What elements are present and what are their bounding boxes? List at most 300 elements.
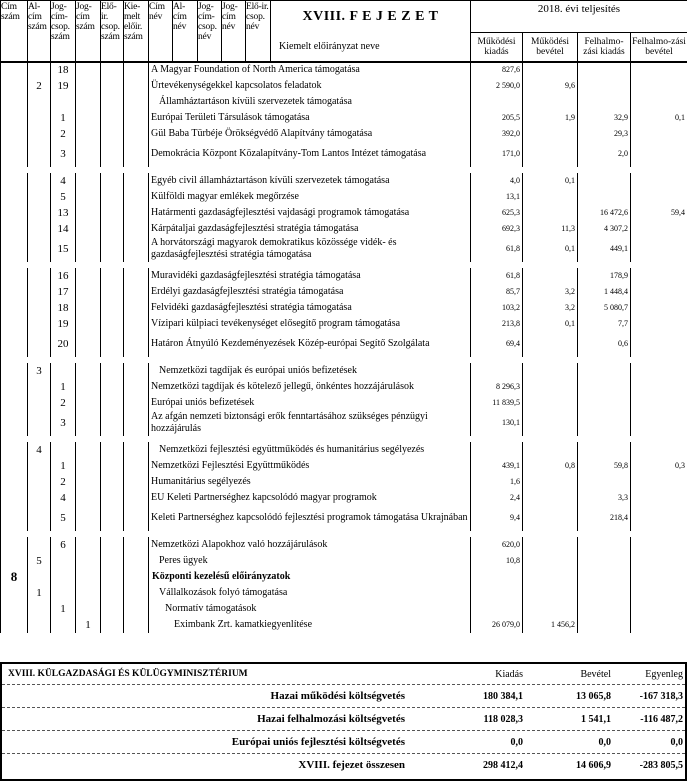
kiemelt-szam (124, 537, 149, 553)
summary-bevetel: 0,0 (598, 736, 611, 748)
cim-szam (1, 617, 28, 633)
felhalmozasi-kiadas (578, 189, 631, 205)
felhalmozasi-bevetel (631, 442, 687, 458)
mukodesi-bevetel: 0,1 (523, 316, 578, 332)
alcim-szam (28, 284, 51, 300)
eloircsop-szam (101, 601, 124, 617)
summary-kiadas: 180 384,1 (483, 690, 523, 702)
mukodesi-kiadas (471, 363, 523, 379)
ministry-title: XVIII. KÜLGAZDASÁGI ÉS KÜLÜGYMINISZTÉRIUM (8, 669, 248, 679)
jogcimcsop-szam: 5 (51, 189, 76, 205)
appropriation-name: Erdélyi gazdaságfejlesztési stratégia támogatása (149, 284, 471, 300)
felhalmozasi-kiadas: 0,6 (578, 332, 631, 357)
cim-szam (1, 268, 28, 284)
col-bevetel: Bevétel (580, 668, 611, 680)
col-alcim-szam: Al-cím szám (28, 1, 51, 62)
jogcimcsop-szam: 18 (51, 62, 76, 78)
summary-line (2, 754, 685, 776)
felhalmozasi-kiadas (578, 94, 631, 110)
table-row (1, 569, 687, 585)
felhalmozasi-kiadas (578, 474, 631, 490)
cim-szam (1, 189, 28, 205)
cim-szam (1, 490, 28, 506)
appropriation-name: Kárpátaljai gazdaságfejlesztési stratégia támogatása (149, 221, 471, 237)
kiemelt-szam (124, 601, 149, 617)
mukodesi-kiadas: 392,0 (471, 126, 523, 142)
summary-label: Hazai működési költségvetés (270, 690, 405, 702)
felhalmozasi-kiadas: 449,1 (578, 237, 631, 262)
jogcimcsop-szam (51, 94, 76, 110)
alcim-szam (28, 601, 51, 617)
felhalmozasi-kiadas: 4 307,2 (578, 221, 631, 237)
mukodesi-bevetel: 0,8 (523, 458, 578, 474)
felhalmozasi-kiadas (578, 173, 631, 189)
kiemelt-szam (124, 237, 149, 262)
table-header (1, 1, 687, 62)
eloircsop-szam (101, 474, 124, 490)
kiemelt-szam (124, 332, 149, 357)
alcim-szam: 3 (28, 363, 51, 379)
eloircsop-szam (101, 569, 124, 585)
kiemelt-szam (124, 617, 149, 633)
alcim-szam (28, 300, 51, 316)
mukodesi-bevetel: 0,1 (523, 237, 578, 262)
jogcimcsop-szam (51, 569, 76, 585)
jogcimcsop-szam: 1 (51, 601, 76, 617)
summary-bevetel: 1 541,1 (581, 713, 611, 725)
felhalmozasi-bevetel (631, 316, 687, 332)
jogcim-szam (76, 62, 101, 78)
cim-szam (1, 94, 28, 110)
appropriation-name: Külföldi magyar emlékek megőrzése (149, 189, 471, 205)
felhalmozasi-kiadas (578, 62, 631, 78)
cim-szam (1, 442, 28, 458)
col-eloircsop-nev: Elő-ir. csop. név (246, 1, 271, 62)
appropriation-name: Vízipari külpiaci tevékenységet elősegítő program támogatása (149, 316, 471, 332)
mukodesi-bevetel (523, 442, 578, 458)
summary-bevetel: 14 606,9 (576, 759, 611, 771)
jogcimcsop-szam: 13 (51, 205, 76, 221)
summary-line (2, 708, 685, 731)
alcim-szam (28, 173, 51, 189)
kiemelt-szam (124, 300, 149, 316)
table-row (1, 379, 687, 395)
mukodesi-kiadas: 620,0 (471, 537, 523, 553)
eloircsop-szam (101, 379, 124, 395)
eloircsop-szam (101, 237, 124, 262)
mukodesi-kiadas (471, 442, 523, 458)
mukodesi-kiadas: 69,4 (471, 332, 523, 357)
jogcim-szam (76, 284, 101, 300)
alcim-szam (28, 332, 51, 357)
alcim-szam (28, 221, 51, 237)
eloircsop-szam (101, 363, 124, 379)
jogcimcsop-szam: 20 (51, 332, 76, 357)
jogcim-szam (76, 363, 101, 379)
mukodesi-bevetel (523, 490, 578, 506)
jogcim-szam (76, 442, 101, 458)
mukodesi-bevetel: 11,3 (523, 221, 578, 237)
felhalmozasi-kiadas (578, 78, 631, 94)
year-title: 2018. évi teljesítés (471, 1, 687, 33)
felhalmozasi-kiadas: 218,4 (578, 506, 631, 531)
felhalmozasi-kiadas (578, 585, 631, 601)
kiemelt-szam (124, 205, 149, 221)
felhalmozasi-kiadas: 32,9 (578, 110, 631, 126)
felhalmozasi-bevetel (631, 411, 687, 436)
jogcim-szam: 1 (76, 617, 101, 633)
mukodesi-kiadas: 26 079,0 (471, 617, 523, 633)
jogcimcsop-szam (51, 363, 76, 379)
appropriation-name: Demokrácia Központ Közalapítvány-Tom Lantos Intézet támogatása (149, 142, 471, 167)
alcim-szam (28, 268, 51, 284)
felhalmozasi-bevetel (631, 363, 687, 379)
kiemelt-szam (124, 553, 149, 569)
jogcim-szam (76, 142, 101, 167)
cim-szam (1, 395, 28, 411)
col-kiemelt-szam: Kie-melt előir. szám (124, 1, 149, 62)
mukodesi-bevetel (523, 126, 578, 142)
appropriation-name: Humanitárius segélyezés (149, 474, 471, 490)
appropriation-name: Az afgán nemzeti biztonsági erők fenntartásához szükséges pénzügyi hozzájárulás (149, 411, 471, 436)
appropriation-name: Egyéb civil államháztartáson kívüli szervezetek támogatása (149, 173, 471, 189)
eloircsop-szam (101, 94, 124, 110)
summary-line (2, 731, 685, 754)
felhalmozasi-bevetel (631, 189, 687, 205)
felhalmozasi-kiadas (578, 363, 631, 379)
jogcimcsop-szam (51, 617, 76, 633)
cim-szam (1, 78, 28, 94)
summary-label: XVIII. fejezet összesen (298, 759, 405, 771)
cim-szam (1, 316, 28, 332)
mukodesi-bevetel: 9,6 (523, 78, 578, 94)
alcim-szam (28, 490, 51, 506)
mukodesi-kiadas: 9,4 (471, 506, 523, 531)
cim-szam (1, 142, 28, 167)
jogcim-szam (76, 237, 101, 262)
felhalmozasi-bevetel (631, 268, 687, 284)
mukodesi-kiadas (471, 601, 523, 617)
felhalmozasi-bevetel: 59,4 (631, 205, 687, 221)
alcim-szam: 4 (28, 442, 51, 458)
felhalmozasi-kiadas (578, 537, 631, 553)
mukodesi-kiadas: 61,8 (471, 237, 523, 262)
mukodesi-bevetel (523, 585, 578, 601)
felhalmozasi-kiadas (578, 442, 631, 458)
kiemelt-szam (124, 94, 149, 110)
mukodesi-kiadas: 2,4 (471, 490, 523, 506)
mukodesi-bevetel: 3,2 (523, 284, 578, 300)
kiemelt-szam (124, 126, 149, 142)
cim-szam (1, 300, 28, 316)
mukodesi-bevetel (523, 411, 578, 436)
alcim-szam (28, 316, 51, 332)
table-row (1, 585, 687, 601)
appropriation-name: Nemzetközi Fejlesztési Együttműködés (149, 458, 471, 474)
table-body (1, 62, 687, 633)
cim-szam (1, 601, 28, 617)
eloircsop-szam (101, 411, 124, 436)
alcim-szam: 5 (28, 553, 51, 569)
mukodesi-bevetel (523, 189, 578, 205)
alcim-szam (28, 474, 51, 490)
alcim-szam (28, 205, 51, 221)
kiemelt-szam (124, 268, 149, 284)
jogcimcsop-szam: 2 (51, 474, 76, 490)
table-row (1, 110, 687, 126)
eloircsop-szam (101, 490, 124, 506)
table-row (1, 411, 687, 436)
table-row (1, 617, 687, 633)
appropriation-name: A horvátországi magyarok demokratikus közössége vidék- és gazdaságfejlesztési stratégia támogatása (149, 237, 471, 262)
summary-egyenleg: -283 805,5 (639, 759, 683, 771)
cim-szam (1, 537, 28, 553)
felhalmozasi-kiadas: 1 448,4 (578, 284, 631, 300)
felhalmozasi-bevetel (631, 553, 687, 569)
mukodesi-kiadas: 625,3 (471, 205, 523, 221)
table-row (1, 78, 687, 94)
eloircsop-szam (101, 332, 124, 357)
alcim-szam (28, 617, 51, 633)
mukodesi-bevetel (523, 205, 578, 221)
felhalmozasi-bevetel (631, 173, 687, 189)
mukodesi-kiadas: 4,0 (471, 173, 523, 189)
jogcim-szam (76, 506, 101, 531)
felhalmozasi-bevetel (631, 490, 687, 506)
kiemelt-szam (124, 411, 149, 436)
jogcimcsop-szam: 16 (51, 268, 76, 284)
felhalmozasi-bevetel (631, 126, 687, 142)
col-jogcimcsop-szam: Jog-cím-csop. szám (51, 1, 76, 62)
felhalmozasi-kiadas (578, 395, 631, 411)
cim-szam (1, 173, 28, 189)
eloircsop-szam (101, 189, 124, 205)
col-mukodesi-bevetel: Működési bevétel (523, 33, 578, 62)
appropriation-name: Nemzetközi Alapokhoz való hozzájárulások (149, 537, 471, 553)
felhalmozasi-bevetel (631, 585, 687, 601)
kiemelt-szam (124, 189, 149, 205)
jogcimcsop-szam: 17 (51, 284, 76, 300)
mukodesi-kiadas: 692,3 (471, 221, 523, 237)
eloircsop-szam (101, 110, 124, 126)
appropriation-name: A Magyar Foundation of North America támogatása (149, 62, 471, 78)
mukodesi-bevetel (523, 94, 578, 110)
mukodesi-bevetel: 3,2 (523, 300, 578, 316)
summary-header (2, 664, 685, 685)
cim-szam (1, 126, 28, 142)
mukodesi-bevetel: 0,1 (523, 173, 578, 189)
appropriation-name: Eximbank Zrt. kamatkiegyenlítése (149, 617, 471, 633)
felhalmozasi-kiadas: 178,9 (578, 268, 631, 284)
kiemelt-szam (124, 474, 149, 490)
appropriation-name: Európai Területi Társulások támogatása (149, 110, 471, 126)
table-row (1, 284, 687, 300)
kiemelt-szam (124, 569, 149, 585)
appropriation-name: Muravidéki gazdaságfejlesztési stratégia támogatása (149, 268, 471, 284)
cim-szam (1, 332, 28, 357)
jogcim-szam (76, 395, 101, 411)
eloircsop-szam (101, 553, 124, 569)
jogcim-szam (76, 601, 101, 617)
appropriation-name: Nemzetközi tagdíjak és európai uniós befizetések (149, 363, 471, 379)
appropriation-name: Központi kezelésű előirányzatok (149, 569, 471, 585)
table-row (1, 142, 687, 167)
mukodesi-bevetel (523, 62, 578, 78)
table-row (1, 205, 687, 221)
summary-box (0, 662, 687, 781)
jogcimcsop-szam: 2 (51, 395, 76, 411)
kiemelt-szam (124, 442, 149, 458)
jogcim-szam (76, 569, 101, 585)
kiemelt-szam (124, 379, 149, 395)
jogcimcsop-szam (51, 553, 76, 569)
mukodesi-kiadas (471, 585, 523, 601)
felhalmozasi-bevetel (631, 537, 687, 553)
table-row (1, 395, 687, 411)
jogcim-szam (76, 411, 101, 436)
jogcim-szam (76, 189, 101, 205)
appropriation-name: Nemzetközi tagdíjak és kötelező jellegű, önkéntes hozzájárulások (149, 379, 471, 395)
eloircsop-szam (101, 142, 124, 167)
mukodesi-kiadas: 103,2 (471, 300, 523, 316)
mukodesi-kiadas: 8 296,3 (471, 379, 523, 395)
kiemelt-szam (124, 173, 149, 189)
mukodesi-kiadas: 10,8 (471, 553, 523, 569)
cim-szam (1, 553, 28, 569)
table-row (1, 316, 687, 332)
felhalmozasi-bevetel (631, 62, 687, 78)
alcim-szam (28, 395, 51, 411)
jogcimcsop-szam: 19 (51, 316, 76, 332)
summary-bevetel: 13 065,8 (576, 690, 611, 702)
jogcimcsop-szam (51, 585, 76, 601)
felhalmozasi-kiadas (578, 411, 631, 436)
col-egyenleg: Egyenleg (645, 668, 683, 680)
eloircsop-szam (101, 395, 124, 411)
eloircsop-szam (101, 126, 124, 142)
cim-szam (1, 284, 28, 300)
table-row (1, 237, 687, 262)
felhalmozasi-kiadas (578, 601, 631, 617)
table-row (1, 221, 687, 237)
alcim-szam (28, 142, 51, 167)
felhalmozasi-bevetel (631, 142, 687, 167)
jogcim-szam (76, 173, 101, 189)
jogcim-szam (76, 458, 101, 474)
felhalmozasi-kiadas: 2,0 (578, 142, 631, 167)
jogcimcsop-szam: 4 (51, 490, 76, 506)
cim-szam (1, 237, 28, 262)
col-eloircsop-szam: Elő-ir. csop. szám (101, 1, 124, 62)
appropriation-name: Európai uniós befizetések (149, 395, 471, 411)
jogcim-szam (76, 553, 101, 569)
jogcimcsop-szam: 18 (51, 300, 76, 316)
col-alcim-nev: Al-cím név (173, 1, 198, 62)
jogcim-szam (76, 78, 101, 94)
table-row (1, 268, 687, 284)
mukodesi-kiadas: 213,8 (471, 316, 523, 332)
cim-szam (1, 411, 28, 436)
appropriation-name: Államháztartáson kívüli szervezetek támogatása (149, 94, 471, 110)
eloircsop-szam (101, 78, 124, 94)
jogcimcsop-szam (51, 442, 76, 458)
table-row (1, 62, 687, 78)
kiemelt-szam (124, 490, 149, 506)
jogcimcsop-szam: 2 (51, 126, 76, 142)
mukodesi-bevetel (523, 569, 578, 585)
summary-egyenleg: -167 318,3 (639, 690, 683, 702)
jogcimcsop-szam: 5 (51, 506, 76, 531)
eloircsop-szam (101, 221, 124, 237)
chapter-title: XVIII. F E J E Z E T (271, 1, 471, 33)
felhalmozasi-bevetel (631, 395, 687, 411)
mukodesi-bevetel (523, 142, 578, 167)
kiemelt-szam (124, 284, 149, 300)
table-row (1, 506, 687, 531)
mukodesi-kiadas: 439,1 (471, 458, 523, 474)
jogcim-szam (76, 221, 101, 237)
eloircsop-szam (101, 316, 124, 332)
felhalmozasi-kiadas (578, 569, 631, 585)
kiemelt-szam (124, 316, 149, 332)
summary-kiadas: 298 412,4 (483, 759, 523, 771)
table-row (1, 458, 687, 474)
table-row (1, 173, 687, 189)
cim-szam (1, 62, 28, 78)
col-jogcimcsop-nev: Jog-cím-csop. név (198, 1, 222, 62)
mukodesi-bevetel (523, 379, 578, 395)
eloircsop-szam (101, 442, 124, 458)
jogcim-szam (76, 300, 101, 316)
mukodesi-bevetel (523, 601, 578, 617)
mukodesi-bevetel (523, 537, 578, 553)
col-jogcim-szam: Jog-cím szám (76, 1, 101, 62)
mukodesi-bevetel (523, 268, 578, 284)
cim-szam (1, 221, 28, 237)
felhalmozasi-bevetel (631, 506, 687, 531)
cim-szam (1, 506, 28, 531)
cim-szam (1, 474, 28, 490)
jogcim-szam (76, 205, 101, 221)
summary-label: Európai uniós fejlesztési költségvetés (231, 736, 405, 748)
mukodesi-bevetel (523, 506, 578, 531)
felhalmozasi-bevetel (631, 221, 687, 237)
summary-egyenleg: 0,0 (670, 736, 683, 748)
summary-label: Hazai felhalmozási költségvetés (257, 713, 405, 725)
jogcim-szam (76, 474, 101, 490)
jogcim-szam (76, 585, 101, 601)
appropriation-name: EU Keleti Partnerséghez kapcsolódó magyar programok (149, 490, 471, 506)
mukodesi-kiadas (471, 569, 523, 585)
jogcim-szam (76, 110, 101, 126)
cim-szam: 8 (1, 569, 28, 585)
felhalmozasi-kiadas (578, 617, 631, 633)
mukodesi-bevetel (523, 363, 578, 379)
mukodesi-bevetel: 1 456,2 (523, 617, 578, 633)
col-name: Kiemelt előirányzat neve (271, 33, 471, 62)
kiemelt-szam (124, 395, 149, 411)
felhalmozasi-kiadas: 59,8 (578, 458, 631, 474)
jogcim-szam (76, 379, 101, 395)
jogcimcsop-szam: 1 (51, 110, 76, 126)
table-row (1, 332, 687, 357)
jogcimcsop-szam: 1 (51, 379, 76, 395)
table-row (1, 474, 687, 490)
appropriation-name: Peres ügyek (149, 553, 471, 569)
felhalmozasi-bevetel (631, 332, 687, 357)
mukodesi-kiadas (471, 94, 523, 110)
felhalmozasi-kiadas: 16 472,6 (578, 205, 631, 221)
